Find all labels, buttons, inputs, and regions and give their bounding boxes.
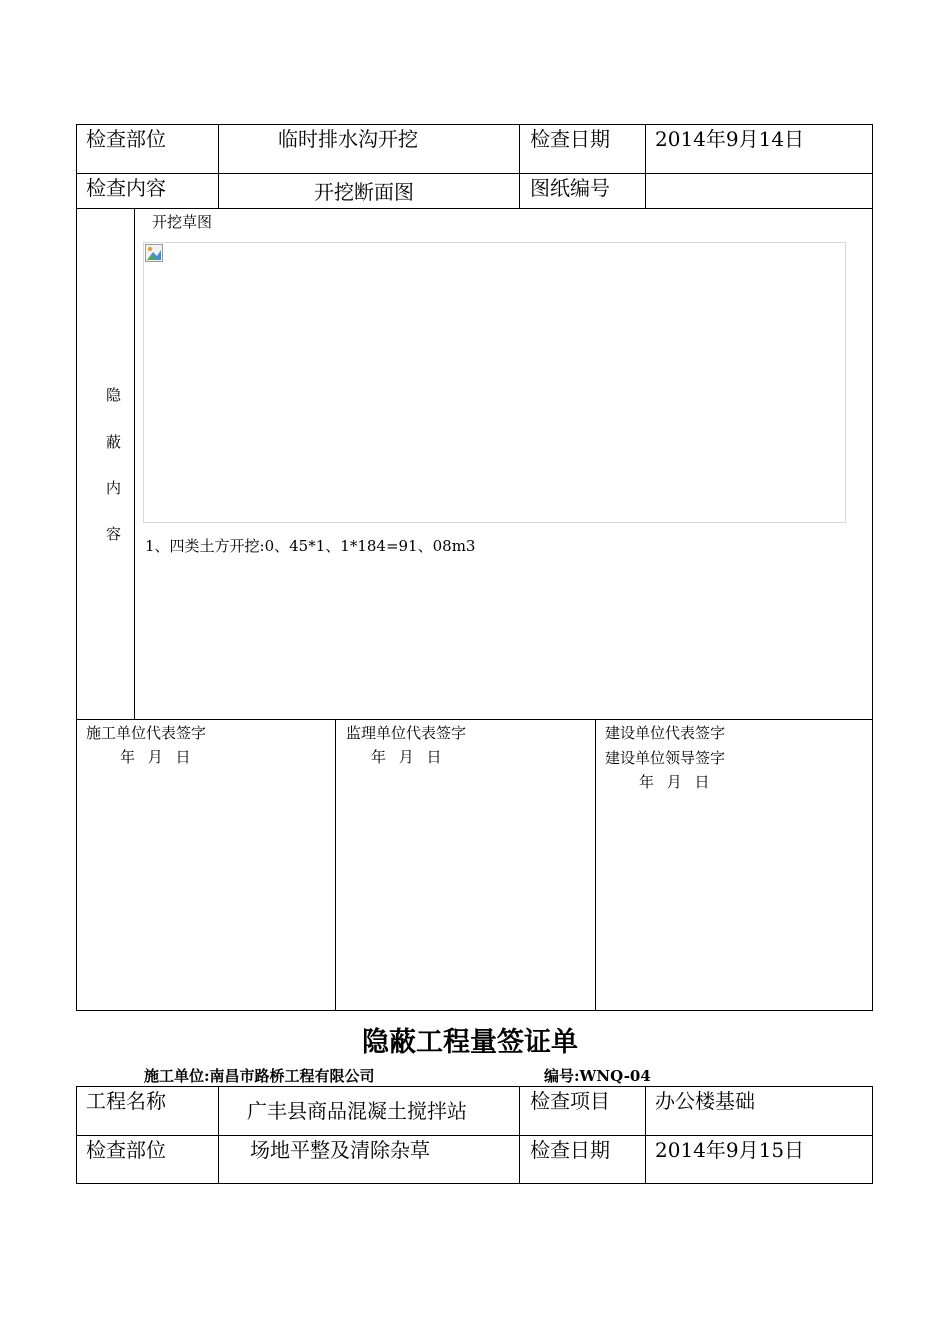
construction-sign-date: 年 月 日 [120,748,191,766]
inspection-item-label: 检查项目 [530,1089,610,1113]
owner-leader-sign-title: 建设单位领导签字 [605,749,726,767]
table1-hline [76,208,873,209]
table2-vline [519,1086,520,1184]
table1-hline [76,719,873,720]
project-name-value: 广丰县商品混凝土搅拌站 [247,1099,467,1123]
sketch-caption: 开挖草图 [152,213,213,231]
table1-vline [519,124,520,209]
table1-vline [872,124,873,1011]
table1-vline [76,124,77,1011]
broken-image-icon [145,244,163,262]
form-number: 编号:WNQ-04 [544,1067,651,1085]
form-title: 隐蔽工程量签证单 [362,1027,578,1058]
table2-hline [76,1086,873,1087]
side-label-char: 隐 [106,386,122,404]
project-name-label: 工程名称 [86,1089,166,1113]
supervision-sign-title: 监理单位代表签字 [346,724,467,742]
side-label-char: 内 [106,479,122,497]
inspection-part-label-2: 检查部位 [86,1138,166,1162]
inspection-item-value: 办公楼基础 [655,1089,755,1113]
table1-vline [645,124,646,209]
inspection-content-value: 开挖断面图 [314,180,414,204]
inspection-content-label: 检查内容 [86,176,166,200]
inspection-date-label-2: 检查日期 [530,1138,610,1162]
inspection-part-value-2: 场地平整及清除杂草 [250,1138,430,1162]
table1-vline [134,208,135,720]
side-label-char: 蔽 [106,433,122,451]
side-label-char: 容 [106,525,122,543]
table1-hline [76,124,873,125]
inspection-part-label: 检查部位 [86,127,166,151]
inspection-date-label: 检查日期 [530,127,610,151]
owner-sign-date: 年 月 日 [639,773,710,791]
inspection-part-value: 临时排水沟开挖 [278,127,418,151]
table2-vline [872,1086,873,1184]
contractor-company: 施工单位:南昌市路桥工程有限公司 [144,1067,375,1085]
table2-hline [76,1183,873,1184]
inspection-date-value-2: 2014年9月15日 [655,1138,805,1162]
owner-rep-sign-title: 建设单位代表签字 [605,724,726,742]
drawing-number-label: 图纸编号 [530,176,610,200]
sketch-image-frame [143,242,846,523]
table2-vline [645,1086,646,1184]
inspection-date-value: 2014年9月14日 [655,127,805,151]
construction-sign-title: 施工单位代表签字 [86,724,207,742]
table1-vline [335,719,336,1011]
table2-vline [218,1086,219,1184]
table1-hline [76,1010,873,1011]
quantity-text: 1、四类土方开挖:0、45*1、1*184=91、08m3 [145,537,476,555]
supervision-sign-date: 年 月 日 [371,748,442,766]
table1-vline [218,124,219,209]
table2-hline [76,1135,873,1136]
table1-vline [595,719,596,1011]
table2-vline [76,1086,77,1184]
table1-hline [76,173,873,174]
